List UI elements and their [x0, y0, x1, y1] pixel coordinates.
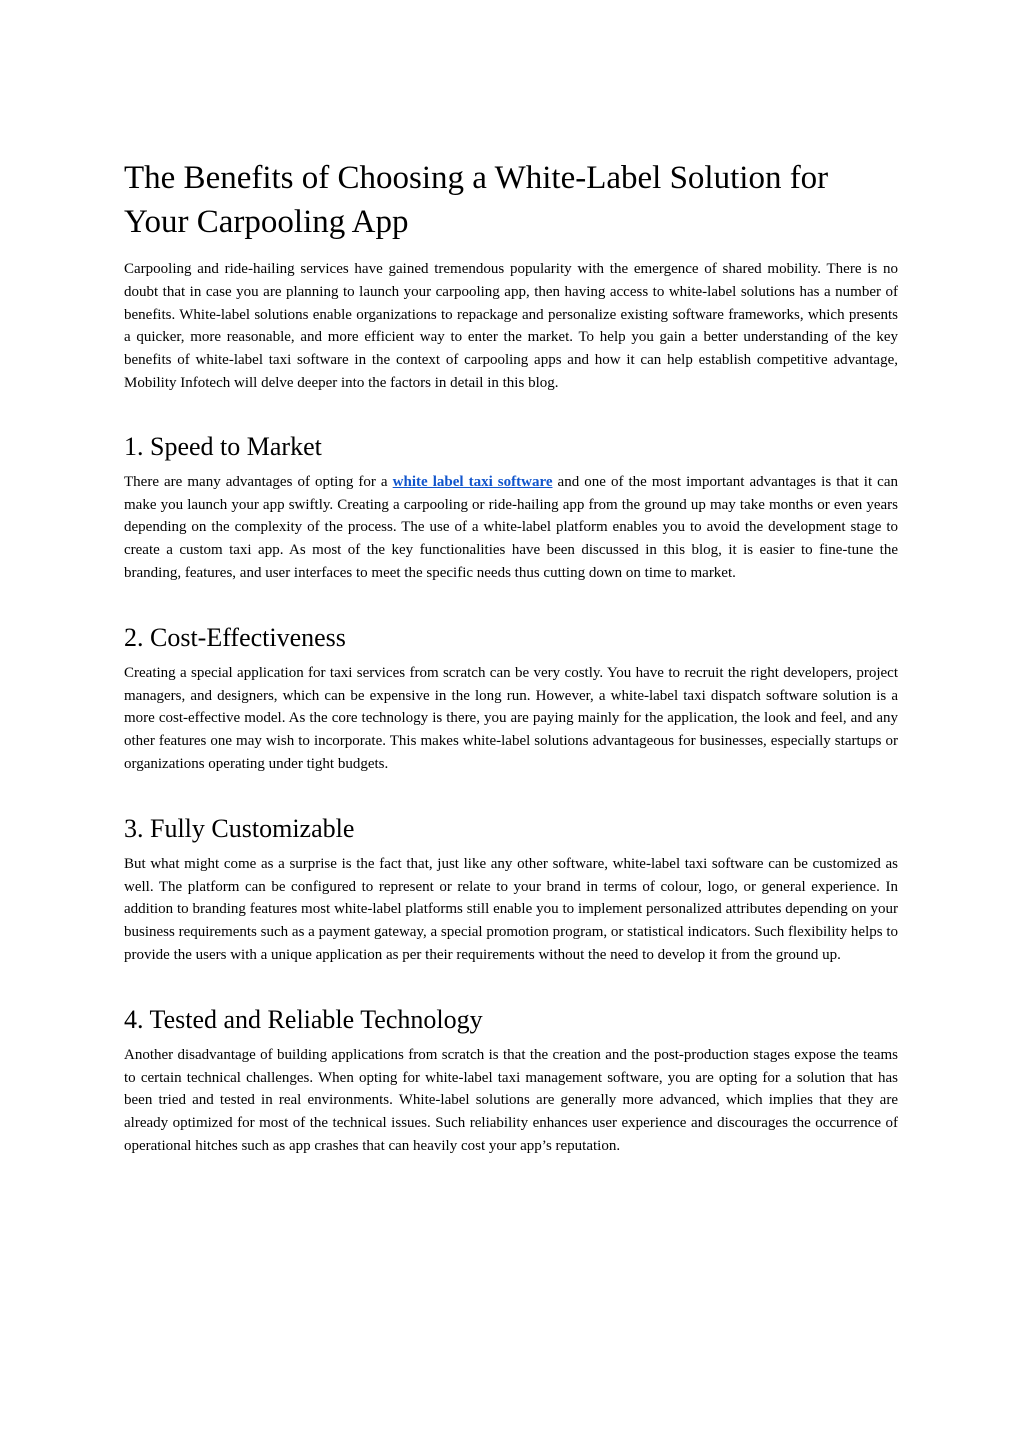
- paragraph-text: There are many advantages of opting for a: [124, 473, 393, 490]
- section-paragraph: But what might come as a surprise is the fact that, just like any other software, white-label taxi software can be customized as well. The platform can be configured to represent or relate to your brand in terms of colour, logo, or general experience. In addition to branding features most white-label platforms still enable you to implement personalized attributes depending on your business requirements such as a payment gateway, a special promotion program, or statistical indicators. Such flexibility helps to provide the users with a unique application as per their requirements without the need to develop it from the ground up.: [124, 855, 898, 963]
- intro-paragraph: Carpooling and ride-hailing services have gained tremendous popularity with the emergence of shared mobility. There is no doubt that in case you are planning to launch your carpooling app, then having access to white-label solutions has a number of benefits. White-label solutions enable organizations to repackage and personalize existing software frameworks, which presents a quicker, more reasonable, and more efficient way to enter the market. To help you gain a better understanding of the key benefits of white-label taxi software in the context of carpooling apps and how it can help establish competitive advantage, Mobility Infotech will delve deeper into the factors in detail in this blog.: [124, 261, 898, 391]
- paragraph-text: and one of the most important advantages is that it can make you launch your app swiftly. Creating a carpooling or ride-hailing app from the ground up may take months or even years depending on the complexity of the process. The use of a white-label platform enables you to avoid the development stage to create a custom taxi app. As most of the key functionalities have been discussed in this blog, it is easier to fine-tune the branding, features, and user interfaces to meet the specific needs thus cutting down on time to market.: [124, 473, 898, 581]
- section-heading: 2. Cost-Effectiveness: [124, 622, 346, 652]
- document-page: [124, 156, 898, 1158]
- section-paragraph: Creating a special application for taxi services from scratch can be very costly. You have to recruit the right developers, project managers, and designers, which can be expensive in the long run. However, a white-label taxi dispatch software solution is a more cost-effective model. As the core technology is there, you are paying mainly for the application, the look and feel, and any other features one may wish to incorporate. This makes white-label solutions advantageous for businesses, especially startups or organizations operating under tight budgets.: [124, 664, 898, 772]
- section-tested-reliable-technology: [124, 1004, 898, 1158]
- section-paragraph: Another disadvantage of building applications from scratch is that the creation and the post-production stages expose the teams to certain technical challenges. When opting for white-label taxi management software, you are opting for a solution that has been tried and tested in real environments. White-label solutions are generally more advanced, which implies that they are already optimized for most of the technical issues. Such reliability enhances user experience and discourages the occurrence of operational hitches such as app crashes that can heavily cost your app’s reputation.: [124, 1046, 898, 1154]
- section-heading: 4. Tested and Reliable Technology: [124, 1004, 483, 1034]
- section-paragraph: [124, 471, 898, 585]
- white-label-taxi-software-link[interactable]: white label taxi software: [392, 473, 553, 490]
- section-cost-effectiveness: [124, 622, 898, 776]
- section-heading: 3. Fully Customizable: [124, 813, 355, 843]
- section-heading: 1. Speed to Market: [124, 431, 322, 461]
- section-fully-customizable: [124, 813, 898, 967]
- section-speed-to-market: [124, 431, 898, 585]
- document-title: The Benefits of Choosing a White-Label Solution for Your Carpooling App: [124, 160, 829, 240]
